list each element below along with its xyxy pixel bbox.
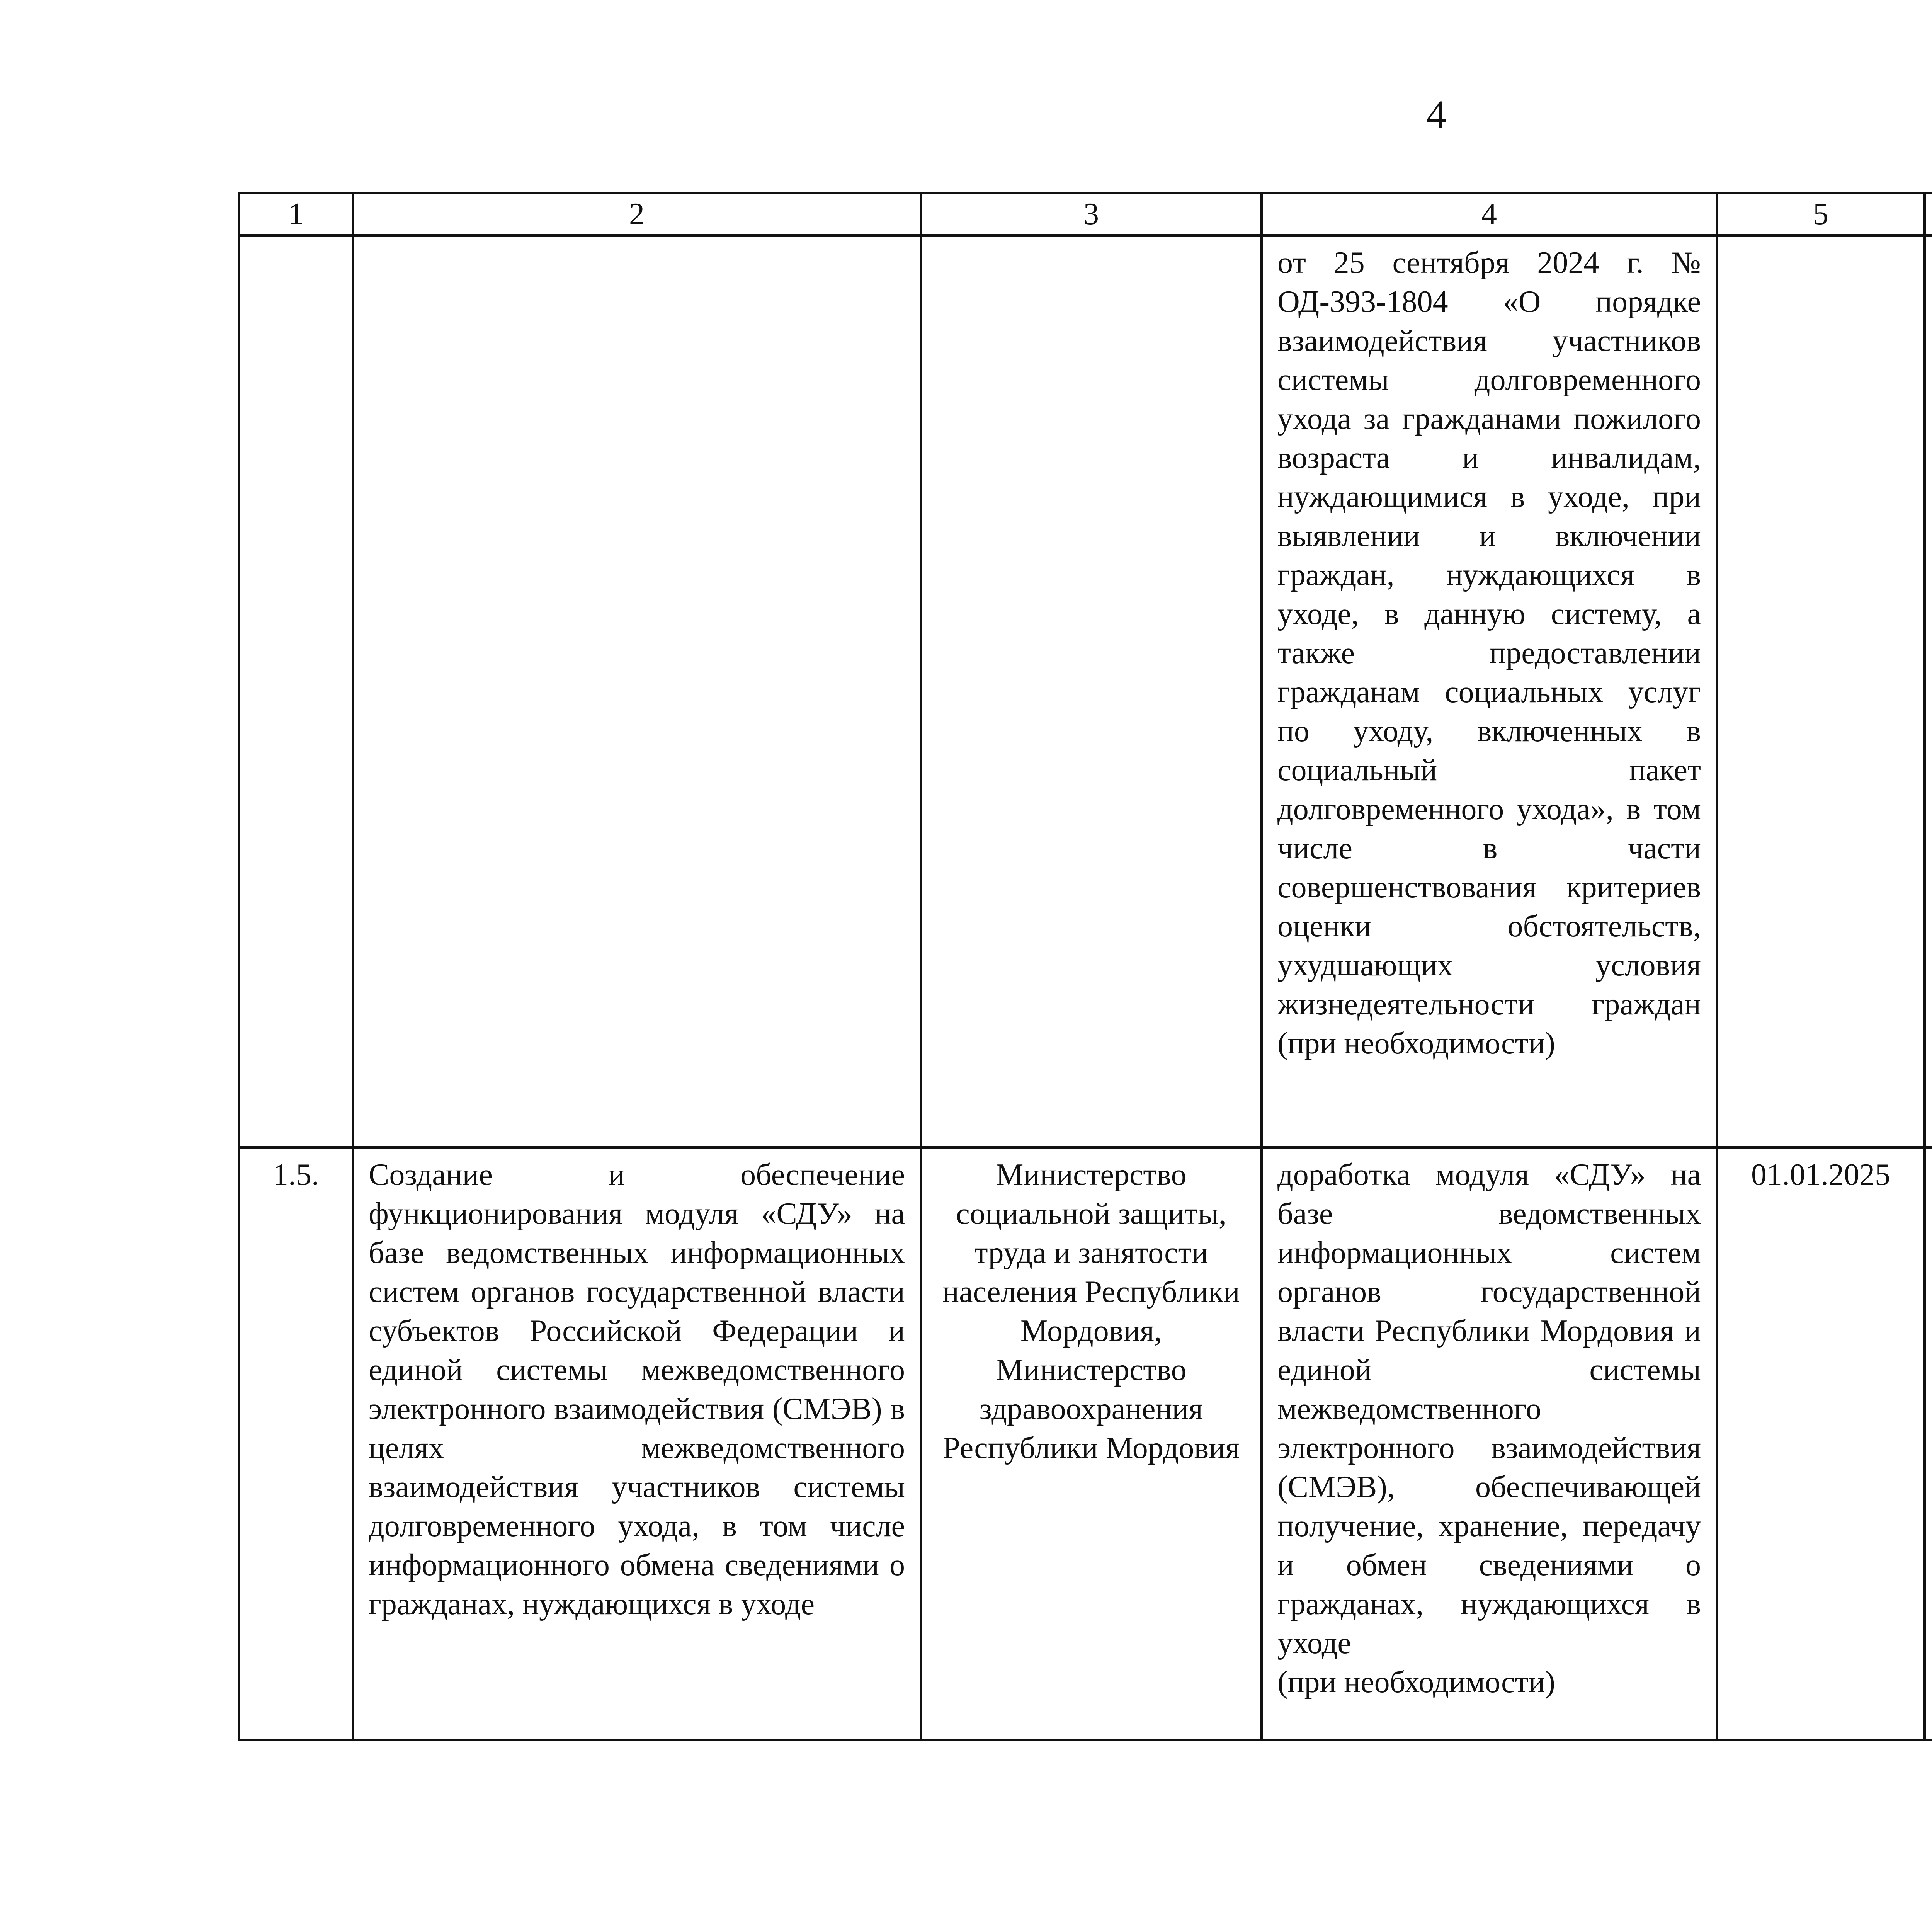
header-cell: 2	[353, 193, 921, 235]
page-number: 4	[1426, 92, 1446, 137]
cell-result-note: (при необходимости)	[1277, 1665, 1555, 1699]
cell-activity: Создание и обеспечение функционирования модуля «СДУ» на базе ведомственных информационных систем органов государственной власти субъектов Российской Федерации и единой системы межведомственного электронного взаимодействия (СМЭВ) в целях межведомственного взаимодействия участников системы долговременного ухода, в том числе информационного обмена сведениями о гражданах, нуждающихся в уходе	[353, 1147, 921, 1740]
cell-start-date: 01.01.2025	[1717, 1147, 1925, 1740]
cell-result-text: доработка модуля «СДУ» на базе ведомственных информационных систем органов государственной власти Республики Мордовия и единой системы межведомственного электронного взаимодействия (СМЭВ), обеспечивающей получение, хранение, передачу и обмен сведениями о гражданах, нуждающихся в уходе	[1277, 1158, 1701, 1660]
cell-number	[239, 235, 353, 1147]
cell-responsible: Министерство социальной защиты, труда и занятости населения Республики Мордовия, Министерство здравоохранения Республики Мордовия	[921, 1147, 1262, 1740]
cell-result	[1262, 1147, 1717, 1740]
table-header-row	[239, 193, 1932, 235]
cell-end-date	[1925, 235, 1932, 1147]
header-cell: 5	[1717, 193, 1925, 235]
cell-result: от 25 сентября 2024 г. № ОД-393-1804 «О порядке взаимодействия участников системы долговременного ухода за гражданами пожилого возраста и инвалидам, нуждающимися в уходе, при выявлении и включении граждан, нуждающихся в уходе, в данную систему, а также предоставлении гражданам социальных услуг по уходу, включенных в социальный пакет долговременного ухода», в том числе в части совершенствования критериев оценки обстоятельств, ухудшающих условия жизнедеятельности граждан (при необходимости)	[1262, 235, 1717, 1147]
header-cell: 1	[239, 193, 353, 235]
cell-number: 1.5.	[239, 1147, 353, 1740]
header-cell: 4	[1262, 193, 1717, 235]
header-cell	[1925, 193, 1932, 235]
cell-responsible	[921, 235, 1262, 1147]
table-row	[239, 1147, 1932, 1740]
plan-table	[238, 192, 1932, 1741]
cell-activity	[353, 235, 921, 1147]
table-row	[239, 235, 1932, 1147]
cell-start-date	[1717, 235, 1925, 1147]
cell-end-date	[1925, 1147, 1932, 1740]
header-cell: 3	[921, 193, 1262, 235]
